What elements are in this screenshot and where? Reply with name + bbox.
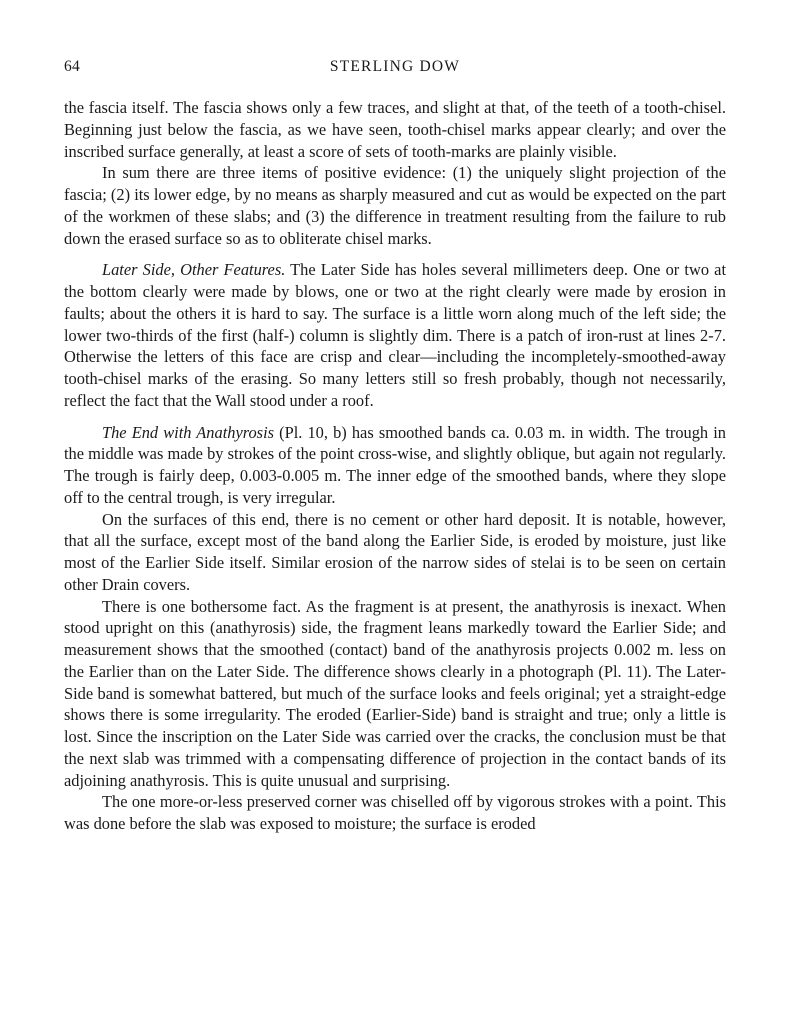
paragraph-text: In sum there are three items of positive evidence: (1) the uniquely slight projection of the fascia; (2) its lower edge, by no means as sharply measured and cut as would be expected on the part of the workmen of these slabs; and (3) the difference in treatment resulting from the failure to rub down the erased surface so as to obliterate chisel marks. — [64, 163, 726, 248]
paragraph-later-side — [64, 259, 726, 411]
paragraph-bothersome-fact — [64, 596, 726, 792]
paragraph-text: On the surfaces of this end, there is no cement or other hard deposit. It is notable, however, that all the surface, except most of the band along the Earlier Side, is eroded by moisture, just like most of the Earlier Side itself. Similar erosion of the narrow sides of stelai is to be seen on certain other Drain covers. — [64, 509, 726, 594]
paragraph-surfaces — [64, 509, 726, 596]
paragraph-text: There is one bothersome fact. As the fragment is at present, the anathyrosis is inexact. When stood upright on this (anathyrosis) side, the fragment leans markedly toward the Earlier Side; and measurement shows that the smoothed (contact) band of the anathyrosis projects 0.002 m. less on the Earlier than on the Later Side. The difference shows clearly in a photograph (Pl. 11). The Later-Side band is somewhat battered, but much of the surface looks and feels original; yet a straight-edge shows there is some irregularity. The eroded (Earlier-Side) band is straight and true; only a little is lost. Since the inscription on the Later Side was carried over the cracks, the conclusion must be that the next slab was trimmed with a compensating difference of projection in the contact bands of its adjoining anathyrosis. This is quite unusual and surprising. — [64, 596, 726, 790]
paragraph-preserved-corner — [64, 791, 726, 835]
paragraph-lead-italic: The End with Anathyrosis — [102, 422, 274, 442]
running-head — [64, 58, 726, 80]
paragraph-text: (Pl. 10, b) has smoothed bands ca. 0.03 m. in width. The trough in the middle was made by strokes of the point cross-wise, and slightly oblique, but again not regularly. The trough is fairly deep, 0.003-0.005 m. The inner edge of the smoothed bands, where they slope off to the central trough, is very irregular. — [64, 422, 726, 507]
paragraph-end-with-anathyrosis — [64, 422, 726, 509]
paragraph-lead-italic: Later Side, Other Features. — [102, 260, 286, 280]
paragraph-text: The Later Side has holes several millimeters deep. One or two at the bottom clearly were made by blows, one or two at the right clearly were made by erosion in faults; about the others it is hard to say. The surface is a little worn along much of the left side; the lower two-thirds of the first (half-) column is slightly dim. There is a patch of iron-rust at lines 2-7. Otherwise the letters of this face are crisp and clear—including the incompletely-smoothed-away tooth-chisel marks of the erasing. So many letters still so fresh probably, though not necessarily, reflect the fact that the Wall stood under a roof. — [64, 260, 726, 410]
page-number: 64 — [64, 58, 81, 75]
paragraph-positive-evidence — [64, 162, 726, 249]
running-title: STERLING DOW — [329, 58, 461, 75]
paragraph-fascia-continuation — [64, 97, 726, 162]
body-text — [64, 97, 726, 835]
paragraph-text: the fascia itself. The fascia shows only a few traces, and slight at that, of the teeth of a tooth-chisel. Beginning just below the fascia, as we have seen, tooth-chisel marks appear clearly; and over the inscribed surface generally, at least a score of sets of tooth-marks are plainly visible. — [64, 98, 726, 161]
page-content — [64, 58, 726, 835]
paragraph-text: The one more-or-less preserved corner was chiselled off by vigorous strokes with a point. This was done before the slab was exposed to moisture; the surface is eroded — [64, 792, 726, 833]
